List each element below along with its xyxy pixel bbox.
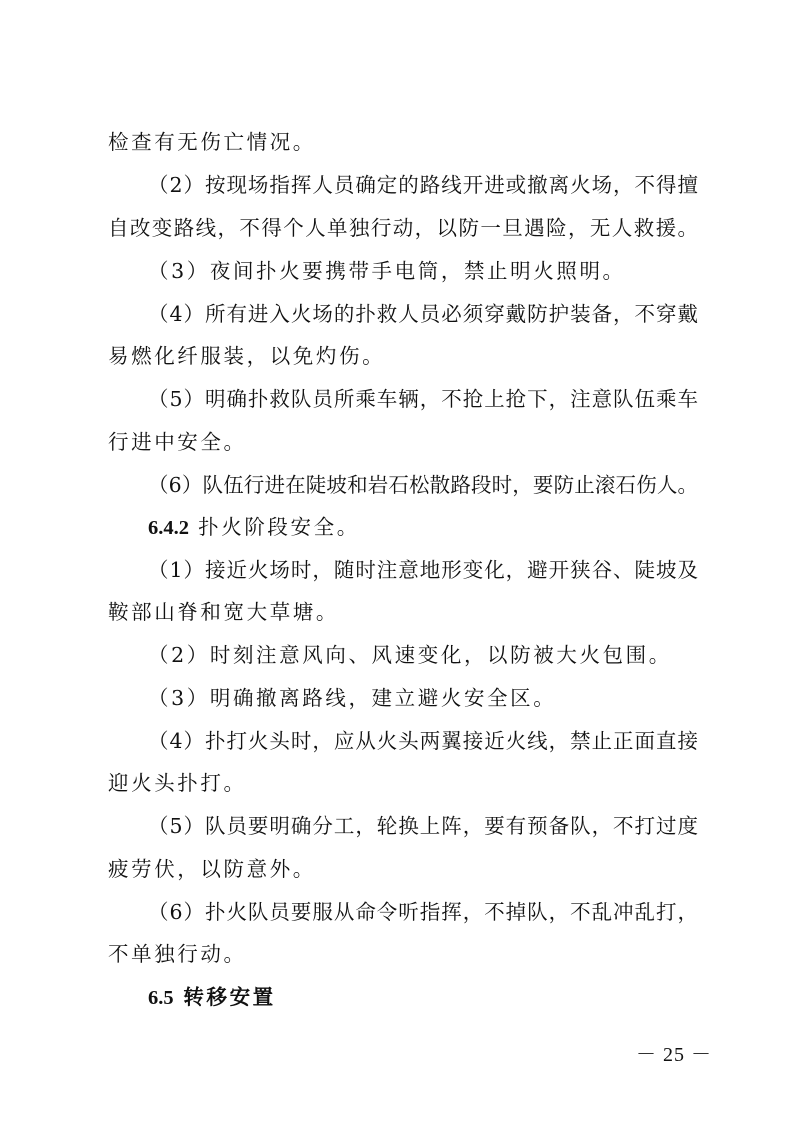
section-heading bbox=[148, 983, 698, 1012]
paragraph-line: （4）扑打火头时，应从火头两翼接近火线，禁止正面直接 bbox=[148, 729, 698, 753]
paragraph-line: （3）夜间扑火要携带手电筒，禁止明火照明。 bbox=[148, 259, 626, 283]
paragraph-line: 迎火头扑打。 bbox=[108, 771, 247, 795]
paragraph-line: 不单独行动。 bbox=[108, 942, 247, 966]
paragraph-line: （5）明确扑救队员所乘车辆，不抢上抢下，注意队伍乘车 bbox=[148, 387, 698, 411]
page-number: － 25 － bbox=[636, 1044, 712, 1066]
paragraph-line: 鞍部山脊和宽大草塘。 bbox=[108, 600, 339, 624]
paragraph-line: （2）按现场指挥人员确定的路线开进或撤离火场，不得擅 bbox=[148, 173, 698, 197]
paragraph-line: 行进中安全。 bbox=[108, 430, 247, 454]
section-title: 转移安置 bbox=[183, 985, 276, 1009]
paragraph-line: （2）时刻注意风向、风速变化，以防被大火包围。 bbox=[148, 643, 672, 667]
paragraph-line: （6）扑火队员要服从命令听指挥，不掉队，不乱冲乱打， bbox=[148, 900, 698, 924]
subsection-heading bbox=[148, 513, 698, 542]
paragraph-line: 自改变路线，不得个人单独行动，以防一旦遇险，无人救援。 bbox=[108, 216, 698, 240]
paragraph-line: （4）所有进入火场的扑救人员必须穿戴防护装备，不穿戴 bbox=[148, 302, 698, 326]
paragraph-line: 易燃化纤服装，以免灼伤。 bbox=[108, 344, 386, 368]
paragraph-line: 检查有无伤亡情况。 bbox=[108, 130, 316, 154]
paragraph-line: （3）明确撤离路线，建立避火安全区。 bbox=[148, 686, 557, 710]
paragraph-line: （6）队伍行进在陡坡和岩石松散路段时，要防止滚石伤人。 bbox=[148, 473, 698, 497]
paragraph-line: （5）队员要明确分工，轮换上阵，要有预备队，不打过度 bbox=[148, 814, 698, 838]
paragraph-line: （1）接近火场时，随时注意地形变化，避开狭谷、陡坡及 bbox=[148, 558, 698, 582]
subsection-title: 扑火阶段安全。 bbox=[198, 515, 360, 539]
section-number: 6.5 bbox=[148, 987, 174, 1009]
subsection-number: 6.4.2 bbox=[148, 517, 189, 539]
paragraph-line: 疲劳伏，以防意外。 bbox=[108, 857, 316, 881]
